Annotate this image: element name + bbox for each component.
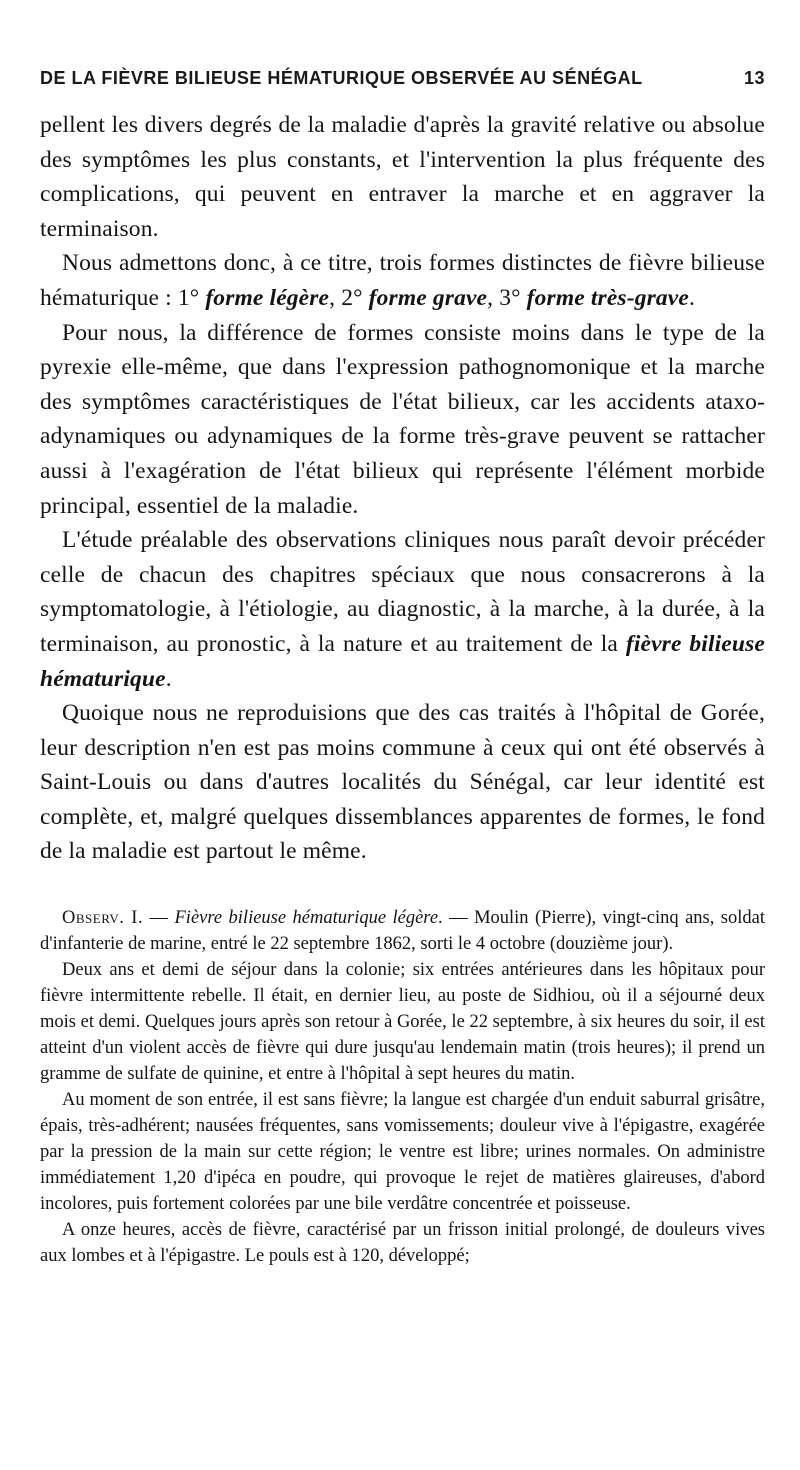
observation-intro: Moulin (Pierre), vingt-cinq ans, soldat d'infanterie de marine, entré le 22 septembre 1862, sorti le 4 octobre (douzième jour). <box>40 908 766 954</box>
observation-heading <box>40 905 765 957</box>
observation-paragraph-3: A onze heures, accès de fièvre, caractérisé par un frisson initial prolongé, de douleurs vives aux lombes et à l'épigastre. Le pouls est à 120, développé; <box>40 1220 765 1266</box>
observation-block <box>40 905 765 1269</box>
paragraph-2-text-a: Nous admettons donc, à ce titre, trois formes distinctes de fièvre bilieuse hématurique : 1° <box>40 250 765 311</box>
observation-paragraph-1: Deux ans et demi de séjour dans la colonie; six entrées antérieures dans les hôpitaux pour fièvre intermittente rebelle. Il était, en dernier lieu, au poste de Sidhiou, où il a séjourné deux mois et demi. Quelques jours après son retour à Gorée, le 22 septembre, à six heures du soir, il est atteint d'un violent accès de fièvre qui dure jusqu'au lendemain matin (trois heures); il prend un gramme de sulfate de quinine, et entre à l'hôpital à sept heures du matin. <box>40 960 765 1084</box>
form-light-label: forme légère <box>205 284 330 311</box>
paragraph-3: Pour nous, la différence de formes consiste moins dans le type de la pyrexie elle-même, que dans l'expression pathognomonique et la marche des symptômes caractéristiques de l'état bilieux, car les accidents ataxo-adynamiques ou adynamiques de la forme très-grave peuvent se rattacher aussi à l'exagération de l'état bilieux qui représente l'élément morbide principal, essentiel de la maladie. <box>40 319 765 519</box>
paragraph-1: pellent les divers degrés de la maladie d'après la gravité relative ou absolue des symptômes les plus constants, et l'intervention la plus fréquente des complications, qui peuvent en entraver la marche et en aggraver la terminaison. <box>40 112 765 242</box>
page-number: 13 <box>743 68 765 88</box>
paragraph-2 <box>40 246 765 315</box>
observation-paragraph-2: Au moment de son entrée, il est sans fièvre; la langue est chargée d'un enduit saburral grisâtre, épais, très-adhérent; nausées fréquentes, sans vomissements; douleur vive à l'épigastre, exagérée par la pression de la main sur cette région; le ventre est libre; urines normales. On administre immédiatement 1,20 d'ipéca en poudre, qui provoque le rejet de matières glaireuses, d'abord incolores, puis fortement colorées par une bile verdâtre concentrée et poisseuse. <box>40 1090 765 1214</box>
paragraph-2-text-g: . <box>688 284 695 311</box>
running-title: DE LA FIÈVRE BILIEUSE HÉMATURIQUE OBSERVÉE AU SÉNÉGAL <box>40 68 643 88</box>
paragraph-5: Quoique nous ne reproduisions que des cas traités à l'hôpital de Gorée, leur description n'en est pas moins commune à ceux qui ont été observés à Saint-Louis ou dans d'autres localités du Sénégal, car leur identité est complète, et, malgré quelques dissemblances apparentes de formes, le fond de la maladie est partout le même. <box>40 700 765 865</box>
paragraph-2-text-c: , 2° <box>329 284 369 311</box>
running-header <box>40 68 765 89</box>
paragraph-4 <box>40 523 765 696</box>
paragraph-4-text-c: . <box>165 665 172 692</box>
observation-dash-1: — <box>143 908 175 928</box>
disease-name-emphasis: fièvre bilieuse hématurique <box>40 630 765 692</box>
form-grave-label: forme grave <box>368 284 488 311</box>
form-very-grave-label: forme très-grave <box>526 284 689 311</box>
observation-label: Observ. I. <box>62 908 144 928</box>
main-text <box>40 108 765 869</box>
observation-title: Fièvre bilieuse hématurique légère <box>174 908 439 928</box>
paragraph-2-text-e: , 3° <box>487 284 527 311</box>
paragraph-4-text-a: L'étude préalable des observations cliniques nous paraît devoir précéder celle de chacun des chapitres spéciaux que nous consacrerons à la symptomatologie, à l'étiologie, au diagnostic, à la marche, à la durée, à la terminaison, au pronostic, à la nature et au traitement de la <box>40 527 765 657</box>
observation-dash-2: . — <box>438 908 475 928</box>
